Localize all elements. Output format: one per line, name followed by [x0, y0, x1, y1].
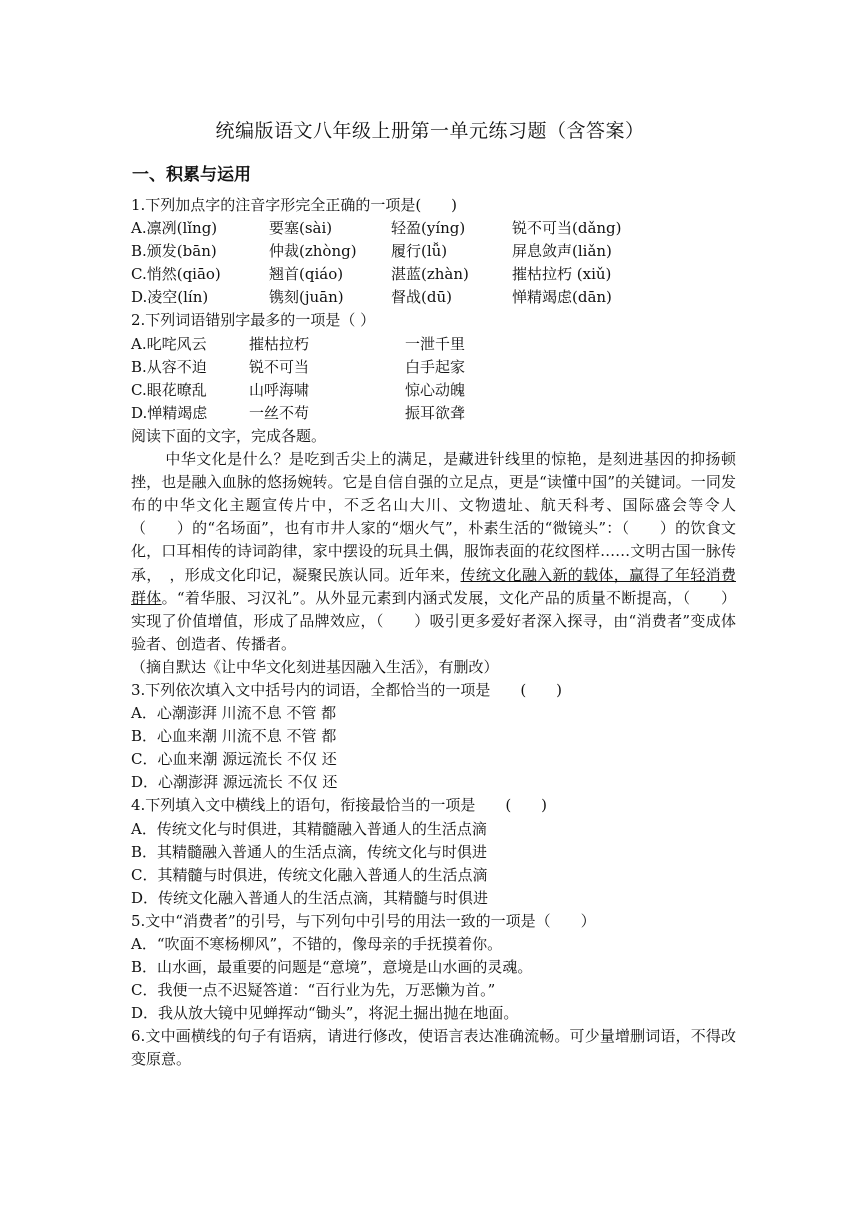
passage-underlined-sentence: 传统文化融入新的载体，赢得了年轻消费群体: [131, 565, 736, 607]
section-heading: 一、积累与运用: [132, 165, 251, 185]
q1-a-3: 轻盈(yíng): [391, 219, 466, 238]
q2-c-1: C.眼花暸乱: [131, 380, 207, 399]
q2-d-3: 振耳欲聋: [405, 403, 466, 422]
q5-option-c: C．我便一点不迟疑答道：“百行业为先，万恶懒为首。”: [131, 981, 496, 1000]
q4-option-a: A．传统文化与时俱进，其精髓融入普通人的生活点滴: [131, 819, 487, 838]
q1-c-4: 摧枯拉朽 (xiǔ): [512, 265, 612, 284]
q6-stem: 6.文中画横线的句子有语病，请进行修改，使语言表达准确流畅。可少量增删词语，不得改变原意。: [131, 1027, 736, 1069]
content-body: [131, 194, 736, 1072]
q3-stem: 3.下列依次填入文中括号内的词语，全都恰当的一项是 ( ): [131, 680, 563, 699]
q4-option-b: B．其精髓融入普通人的生活点滴，传统文化与时俱进: [131, 842, 488, 861]
q2-stem: 2.下列词语错别字最多的一项是（ ）: [131, 311, 376, 330]
q1-b-3: 履行(lǚ): [391, 242, 448, 261]
q3-option-d: D．心潮澎湃 源远流长 不仅 还: [131, 773, 338, 792]
q1-b-1: B.颁发(bān): [131, 242, 217, 261]
q1-d-4: 惮精竭虑(dān): [512, 288, 612, 307]
passage-source: （摘自默达《让中华文化刻进基因融入生活》，有删改）: [131, 657, 499, 676]
q2-d-2: 一丝不苟: [249, 403, 310, 422]
q1-option-row: [131, 286, 736, 309]
q1-c-1: C.悄然(qiāo): [131, 265, 221, 284]
page-title: 统编版语文八年级上册第一单元练习题（含答案）: [215, 120, 645, 142]
q4-stem: 4.下列填入文中横线上的语句，衔接最恰当的一项是 ( ): [131, 796, 548, 815]
q2-a-2: 摧枯拉朽: [249, 334, 310, 353]
q4-option-d: D．传统文化融入普通人的生活点滴，其精髓与时俱进: [131, 888, 489, 907]
q5-option-b: B．山水画，最重要的问题是“意境”，意境是山水画的灵魂。: [131, 958, 533, 977]
q2-b-3: 白手起家: [405, 357, 466, 376]
q2-b-2: 锐不可当: [249, 357, 310, 376]
q5-stem: 5.文中“消费者”的引号，与下列句中引号的用法一致的一项是（ ）: [131, 911, 596, 930]
q1-a-1: A.凛冽(lǐng): [131, 219, 218, 238]
reading-passage: [131, 448, 736, 656]
q2-option-row: [131, 333, 736, 356]
q2-a-3: 一泄千里: [405, 334, 466, 353]
q2-a-1: A.叱咤风云: [131, 334, 207, 353]
q1-option-row: [131, 240, 736, 263]
q2-b-1: B.从容不迫: [131, 357, 207, 376]
q2-d-1: D.惮精竭虑: [131, 403, 208, 422]
q4-option-c: C．其精髓与时俱进，传统文化融入普通人的生活点滴: [131, 865, 488, 884]
q3-option-b: B．心血来潮 川流不息 不管 都: [131, 727, 337, 746]
passage-text-before: 中华文化是什么？是吃到舌尖上的满足，是藏进针线里的惊艳，是刻进基因的抑扬顿挫，也是融入血脉的悠扬婉转。它是自信自强的立足点，更是“读懂中国”的关键词。一同发布的中华文化主题宣传片中，不乏名山大川、文物遗址、航天科考、国际盛会等令人（ ）的“名场面”，也有市井人家的“烟火气”，朴素生活的“微镜头”：（ ）的饮食文化，口耳相传的诗词韵律，家中摆设的玩具土偶，服饰表面的花纹图样……文明古国一脉传承， ，形成文化印记，凝聚民族认同。近年来，: [131, 450, 736, 584]
q1-option-row: [131, 263, 736, 286]
q1-d-3: 督战(dū): [391, 288, 452, 307]
q3-option-a: A．心潮澎湃 川流不息 不管 都: [131, 704, 337, 723]
q1-d-2: 镌刻(juān): [269, 288, 344, 307]
q1-c-3: 湛蓝(zhàn): [391, 265, 469, 284]
q1-stem: 1.下列加点字的注音字形完全正确的一项是( ): [131, 196, 458, 214]
q2-c-2: 山呼海啸: [249, 380, 310, 399]
q1-a-2: 要塞(sài): [269, 219, 333, 238]
q2-option-row: [131, 402, 736, 425]
q1-a-4: 锐不可当(dǎng): [512, 219, 622, 238]
q1-option-row: [131, 217, 736, 240]
q3-option-c: C．心血来潮 源远流长 不仅 还: [131, 750, 337, 769]
q2-option-row: [131, 379, 736, 402]
q1-c-2: 翘首(qiáo): [269, 265, 344, 284]
passage-text-after: 。“着华服、习汉礼”。从外显元素到内涵式发展，文化产品的质量不断提高，（ ）实现了价值增值，形成了品牌效应，（ ）吸引更多爱好者深入探寻，由“消费者”变成体验者、创造者、传播者。: [131, 588, 736, 653]
q5-option-a: A．“吹面不寒杨柳风”，不错的，像母亲的手抚摸着你。: [131, 935, 503, 953]
q1-d-1: D.凌空(lín): [131, 288, 209, 307]
reading-intro: 阅读下面的文字，完成各题。: [131, 426, 327, 445]
q5-option-d: D．我从放大镜中见蝉挥动“锄头”，将泥土掘出抛在地面。: [131, 1004, 519, 1023]
q1-b-2: 仲裁(zhòng): [269, 242, 357, 261]
q2-option-row: [131, 356, 736, 379]
q2-c-3: 惊心动魄: [405, 380, 466, 399]
q1-b-4: 屏息敛声(liǎn): [512, 242, 612, 261]
